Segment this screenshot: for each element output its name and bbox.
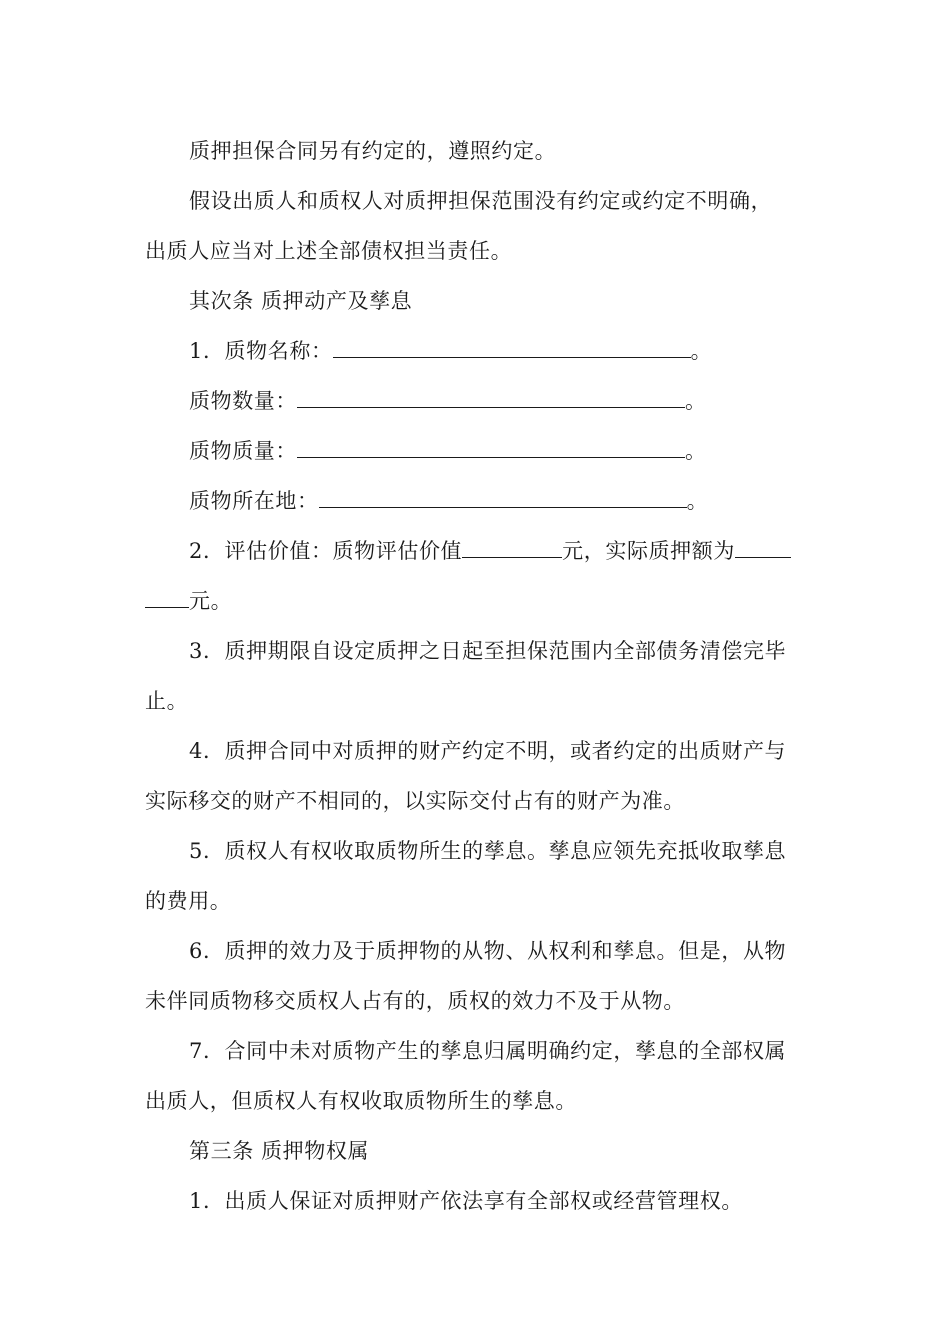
line-end: 。 [685, 389, 707, 413]
field-label: 1．质物名称： [189, 339, 333, 363]
field-text: 元，实际质押额为 [562, 539, 735, 563]
blank-line [145, 588, 189, 608]
article-heading: 第三条 质押物权属 [189, 1139, 370, 1163]
form-line-location [189, 488, 708, 514]
paragraph-line: 的费用。 [145, 889, 232, 913]
paragraph-line: 出质人，但质权人有权收取质物所生的孳息。 [145, 1089, 577, 1113]
form-line-valuation-cont [145, 588, 232, 614]
field-label: 质物所在地： [189, 489, 319, 513]
field-label: 质物质量： [189, 439, 297, 463]
blank-line [319, 488, 687, 508]
paragraph-line: 假设出质人和质权人对质押担保范围没有约定或约定不明确， [189, 189, 773, 213]
field-text: 2．评估价值：质物评估价值 [189, 539, 463, 563]
blank-line [462, 538, 562, 558]
article-heading: 其次条 质押动产及孳息 [189, 289, 413, 313]
paragraph-line: 6．质押的效力及于质押物的从物、从权利和孳息。但是，从物 [189, 939, 787, 963]
line-end: 。 [685, 439, 707, 463]
paragraph-line: 止。 [145, 689, 189, 713]
field-label: 质物数量： [189, 389, 297, 413]
paragraph-line: 未伴同质物移交质权人占有的，质权的效力不及于从物。 [145, 989, 685, 1013]
form-line-quantity [189, 388, 707, 414]
blank-line [333, 338, 691, 358]
blank-line [297, 438, 685, 458]
paragraph-line: 出质人应当对上述全部债权担当责任。 [145, 239, 513, 263]
paragraph-line: 质押担保合同另有约定的，遵照约定。 [189, 139, 557, 163]
blank-line [297, 388, 685, 408]
blank-line [735, 538, 791, 558]
form-line-valuation [189, 538, 791, 564]
paragraph-line: 1．出质人保证对质押财产依法享有全部权或经营管理权。 [189, 1189, 743, 1213]
paragraph-line: 7．合同中未对质物产生的孳息归属明确约定，孳息的全部权属 [189, 1039, 787, 1063]
line-end: 。 [690, 339, 713, 363]
paragraph-line: 实际移交的财产不相同的，以实际交付占有的财产为准。 [145, 789, 685, 813]
line-end: 。 [686, 489, 709, 513]
form-line-name [189, 338, 712, 364]
field-text: 元。 [189, 589, 233, 613]
form-line-quality [189, 438, 707, 464]
paragraph-line: 4．质押合同中对质押的财产约定不明，或者约定的出质财产与 [189, 739, 787, 763]
paragraph-line: 3．质押期限自设定质押之日起至担保范围内全部债务清偿完毕 [189, 639, 787, 663]
paragraph-line: 5．质权人有权收取质物所生的孳息。孳息应领先充抵收取孳息 [189, 839, 787, 863]
